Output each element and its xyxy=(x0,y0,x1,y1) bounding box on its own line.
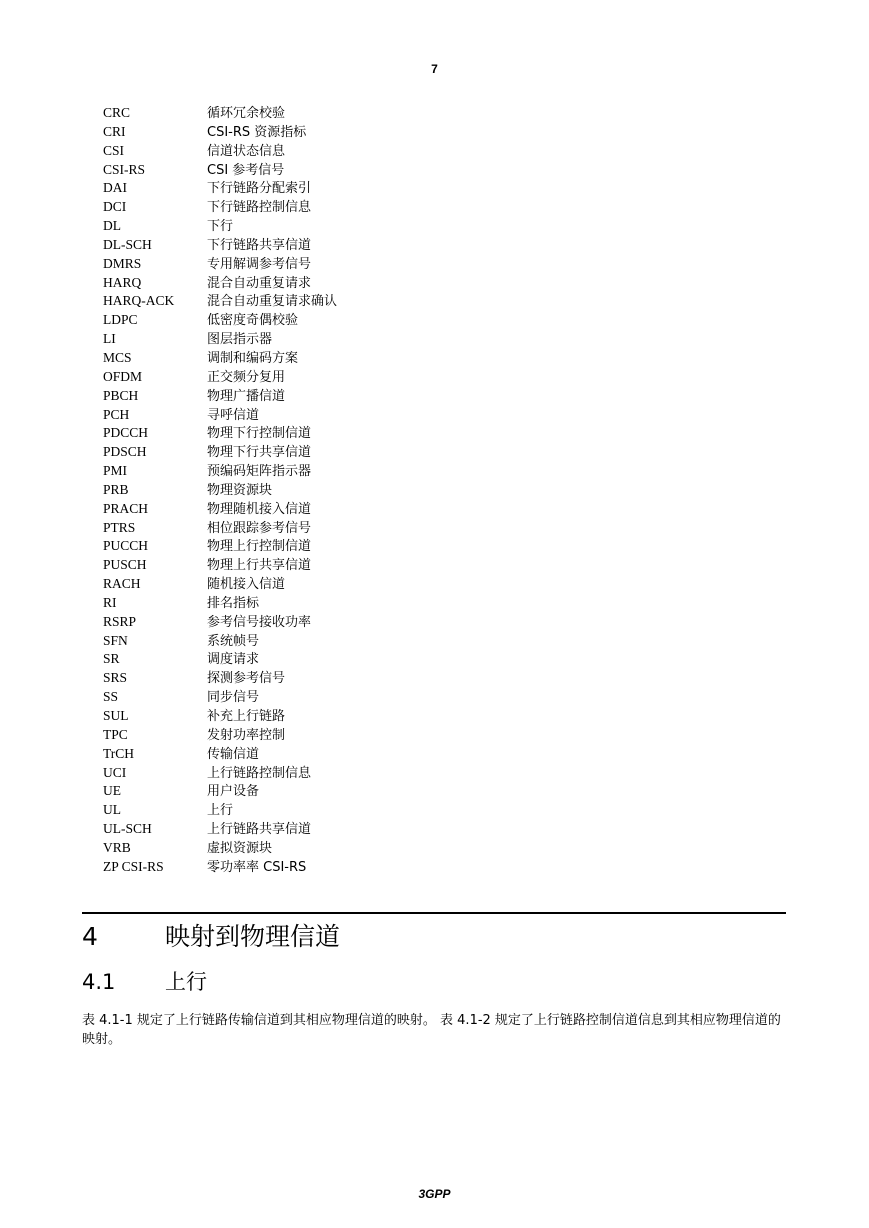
abbreviation-definition: 发射功率控制 xyxy=(207,727,286,743)
abbreviation-definition: 专用解调参考信号 xyxy=(207,256,312,272)
abbreviation-row xyxy=(103,255,603,274)
abbreviation-term: CRI xyxy=(103,123,126,139)
abbreviation-row xyxy=(103,858,603,877)
abbreviation-row xyxy=(103,481,603,500)
abbreviation-row xyxy=(103,368,603,387)
abbreviation-definition: 相位跟踪参考信号 xyxy=(207,520,312,536)
abbreviation-term: SR xyxy=(103,651,120,667)
abbreviation-row xyxy=(103,745,603,764)
abbreviation-row xyxy=(103,462,603,481)
abbreviation-definition: 图层指示器 xyxy=(207,332,273,348)
subsection-heading-4-1 xyxy=(82,966,207,998)
section-title: 映射到物理信道 xyxy=(165,922,341,951)
footer-label: 3GPP xyxy=(418,1187,451,1201)
abbreviation-row xyxy=(103,839,603,858)
abbreviation-definition: 虚拟资源块 xyxy=(207,840,273,856)
abbreviation-definition: 物理下行共享信道 xyxy=(207,445,312,461)
abbreviation-definition: 上行链路共享信道 xyxy=(207,822,312,838)
abbreviation-term: HARQ xyxy=(103,274,142,290)
abbreviation-term: CRC xyxy=(103,105,131,120)
abbreviation-row xyxy=(103,764,603,783)
abbreviation-definition: 补充上行链路 xyxy=(207,709,286,724)
abbreviation-definition: 系统帧号 xyxy=(207,633,260,649)
abbreviation-definition: 物理下行控制信道 xyxy=(207,426,312,442)
abbreviation-term: UE xyxy=(103,783,121,799)
abbreviation-definition: 混合自动重复请求 xyxy=(207,275,312,291)
abbreviation-term: SS xyxy=(103,689,119,705)
abbreviation-term: DL-SCH xyxy=(103,236,152,252)
abbreviation-definition: 参考信号接收功率 xyxy=(207,614,312,630)
abbreviation-row xyxy=(103,707,603,726)
abbreviation-definition: 下行链路控制信息 xyxy=(207,200,312,216)
abbreviation-term: UL xyxy=(103,802,121,818)
abbreviation-row xyxy=(103,274,603,293)
abbreviation-term: RACH xyxy=(103,576,141,592)
abbreviation-term: TPC xyxy=(103,726,128,742)
abbreviation-term: PRB xyxy=(103,481,129,497)
abbreviation-term: RSRP xyxy=(103,613,137,629)
abbreviation-term: CSI-RS xyxy=(103,161,146,177)
abbreviation-term: SRS xyxy=(103,670,128,686)
abbreviation-term: PCH xyxy=(103,406,130,422)
section-number: 4 xyxy=(82,922,98,951)
abbreviation-definition: 用户设备 xyxy=(207,784,260,800)
abbreviation-definition: 低密度奇偶校验 xyxy=(207,313,299,329)
abbreviation-term: OFDM xyxy=(103,368,143,384)
subsection-number: 4.1 xyxy=(82,970,116,994)
abbreviation-definition: CSI 参考信号 xyxy=(207,162,285,178)
abbreviation-term: UCI xyxy=(103,764,127,780)
abbreviation-term: TrCH xyxy=(103,745,135,761)
abbreviation-row xyxy=(103,519,603,538)
abbreviation-definition: 物理上行控制信道 xyxy=(207,539,312,555)
abbreviation-definition: 物理资源块 xyxy=(207,482,273,498)
abbreviation-term: PUSCH xyxy=(103,557,147,573)
abbreviation-term: LI xyxy=(103,331,116,347)
abbreviation-row xyxy=(103,387,603,406)
abbreviation-row xyxy=(103,443,603,462)
abbreviation-definition: 循环冗余校验 xyxy=(207,106,286,121)
abbreviation-row xyxy=(103,330,603,349)
abbreviation-list xyxy=(103,104,603,877)
abbreviation-definition: 下行链路共享信道 xyxy=(207,237,312,253)
abbreviation-row xyxy=(103,594,603,613)
abbreviation-definition: 物理随机接入信道 xyxy=(207,501,312,517)
abbreviation-row xyxy=(103,217,603,236)
abbreviation-term: SUL xyxy=(103,708,129,723)
abbreviation-row xyxy=(103,292,603,311)
abbreviation-definition: 随机接入信道 xyxy=(207,577,286,593)
abbreviation-row xyxy=(103,632,603,651)
abbreviation-definition: 零功率率 CSI-RS xyxy=(207,859,307,875)
abbreviation-definition: 探测参考信号 xyxy=(207,671,286,687)
abbreviation-row xyxy=(103,424,603,443)
abbreviation-row xyxy=(103,650,603,669)
subsection-title: 上行 xyxy=(165,970,207,994)
abbreviation-definition: 传输信道 xyxy=(207,746,260,762)
abbreviation-row xyxy=(103,688,603,707)
abbreviation-definition: CSI-RS 资源指标 xyxy=(207,124,307,140)
abbreviation-row xyxy=(103,123,603,142)
abbreviation-row xyxy=(103,179,603,198)
section-divider xyxy=(82,912,786,914)
abbreviation-row xyxy=(103,726,603,745)
body-paragraph: 表 4.1-1 规定了上行链路传输信道到其相应物理信道的映射。 表 4.1-2 规定了上行链路控制信道信息到其相应物理信道的映射。 xyxy=(82,1013,781,1047)
abbreviation-definition: 寻呼信道 xyxy=(207,407,260,423)
abbreviation-row xyxy=(103,198,603,217)
abbreviation-term: DL xyxy=(103,218,121,234)
abbreviation-row xyxy=(103,820,603,839)
section-heading-4 xyxy=(82,920,340,954)
abbreviation-row xyxy=(103,537,603,556)
abbreviation-row xyxy=(103,311,603,330)
abbreviation-row xyxy=(103,142,603,161)
abbreviation-term: ZP CSI-RS xyxy=(103,858,164,874)
abbreviation-row xyxy=(103,575,603,594)
abbreviation-term: PRACH xyxy=(103,500,149,516)
abbreviation-definition: 上行 xyxy=(207,803,234,819)
abbreviation-term: DAI xyxy=(103,180,127,196)
abbreviation-definition: 物理上行共享信道 xyxy=(207,558,312,574)
abbreviation-term: PDCCH xyxy=(103,425,149,441)
abbreviation-term: CSI xyxy=(103,142,125,158)
abbreviation-definition: 调度请求 xyxy=(207,652,260,668)
abbreviation-row xyxy=(103,349,603,368)
abbreviation-term: UL-SCH xyxy=(103,821,152,837)
abbreviation-definition: 同步信号 xyxy=(207,690,260,706)
abbreviation-term: PMI xyxy=(103,463,128,479)
abbreviation-definition: 下行链路分配索引 xyxy=(207,181,312,197)
abbreviation-term: PUCCH xyxy=(103,538,149,554)
abbreviation-definition: 预编码矩阵指示器 xyxy=(207,464,312,480)
abbreviation-term: DCI xyxy=(103,199,127,215)
abbreviation-definition: 信道状态信息 xyxy=(207,143,286,159)
abbreviation-term: SFN xyxy=(103,632,128,648)
abbreviation-term: HARQ-ACK xyxy=(103,293,175,309)
abbreviation-row xyxy=(103,669,603,688)
abbreviation-row xyxy=(103,556,603,575)
abbreviation-definition: 物理广播信道 xyxy=(207,388,286,404)
abbreviation-row xyxy=(103,406,603,425)
abbreviation-row xyxy=(103,161,603,180)
abbreviation-definition: 排名指标 xyxy=(207,595,260,611)
abbreviation-term: PDSCH xyxy=(103,444,147,460)
abbreviation-term: PBCH xyxy=(103,387,139,403)
abbreviation-definition: 调制和编码方案 xyxy=(207,350,299,366)
abbreviation-definition: 混合自动重复请求确认 xyxy=(207,294,338,310)
abbreviation-definition: 下行 xyxy=(207,219,234,235)
page-number: 7 xyxy=(431,62,438,76)
abbreviation-row xyxy=(103,782,603,801)
abbreviation-term: MCS xyxy=(103,349,132,365)
abbreviation-term: LDPC xyxy=(103,312,138,328)
abbreviation-row xyxy=(103,104,603,123)
abbreviation-row xyxy=(103,801,603,820)
abbreviation-term: RI xyxy=(103,594,117,610)
abbreviation-term: DMRS xyxy=(103,255,142,271)
abbreviation-definition: 正交频分复用 xyxy=(207,369,286,385)
abbreviation-row xyxy=(103,500,603,519)
abbreviation-definition: 上行链路控制信息 xyxy=(207,765,312,781)
abbreviation-row xyxy=(103,613,603,632)
abbreviation-term: VRB xyxy=(103,839,131,855)
abbreviation-term: PTRS xyxy=(103,519,136,535)
abbreviation-row xyxy=(103,236,603,255)
